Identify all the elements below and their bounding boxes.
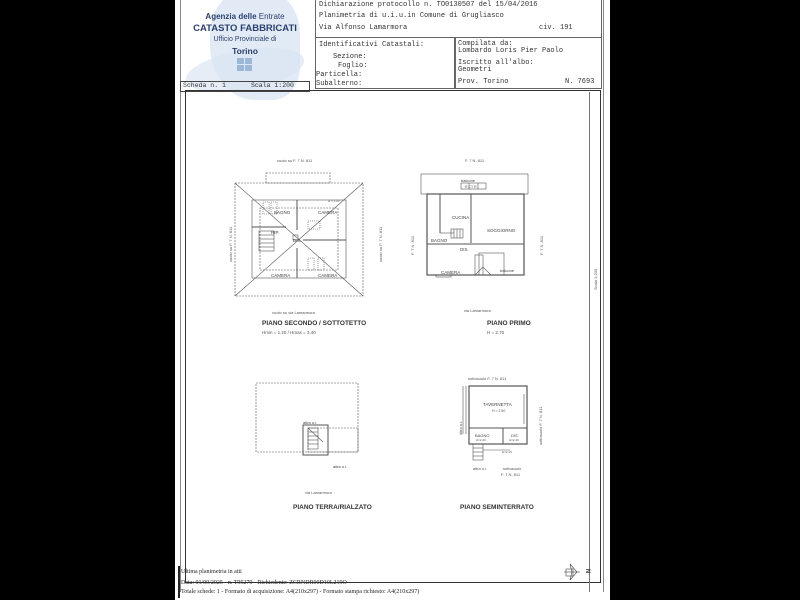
basement-bottom-right-label1: sottosuolo: [503, 466, 522, 471]
field-foglio: Foglio:: [338, 62, 368, 70]
basement-bottom-left-label: altra u.i.: [473, 466, 488, 471]
first-left-label: F. 7 N. 811: [410, 235, 415, 255]
basement-dis-height: H=2.40: [509, 438, 519, 442]
second-room-camera-sw: CAMERA: [271, 273, 291, 278]
first-room-soggiorno: SOGGIORNO: [487, 228, 516, 233]
second-height-note: H = 1.20: [328, 199, 340, 203]
second-left-label: vuoto su F. 7 N. 811: [228, 226, 233, 262]
field-sezione: Sezione:: [333, 53, 367, 61]
footer-left-bar: [178, 566, 180, 598]
compiler-box: [454, 37, 602, 89]
logo-city: Torino: [232, 46, 258, 56]
first-top-label: F. 7 N. 811: [465, 158, 485, 163]
footer-last-planimetry: Ultima planimetria in atti: [181, 569, 242, 575]
compiled-by-label: Compilata da:: [458, 40, 513, 48]
basement-bottom-right-label2: F. 7 N. 811: [501, 472, 521, 477]
right-scale-line: [589, 92, 590, 592]
second-top-label: vuoto su F. 7 N. 811: [277, 158, 313, 163]
first-room-bagno: BAGNO: [431, 238, 448, 243]
planimetry-text: Planimetria di u.i.u.in Comune di Grugliasco: [319, 12, 504, 20]
second-right-label: vuoto su F. 7 N. 811: [378, 226, 383, 262]
first-balcony-top: balcone: [461, 178, 476, 183]
logo-agency-name-rest: Entrate: [258, 12, 285, 21]
logo-agency-name: Agenzia delle: [205, 12, 257, 21]
ground-floor-title: PIANO TERRA/RIALZATO: [293, 504, 372, 511]
basement-room-tavernetta: TAVERNETTA: [483, 402, 512, 407]
second-bottom-label: vuoto su via Lamarmora: [272, 310, 315, 315]
registered-label: Iscritto all'albo:: [458, 59, 534, 67]
footer-request-info: Data: 01/09/2025 - n. T95279 - Richiedente: ZCRNDR00D10L219O: [181, 580, 347, 586]
basement-tavernetta-height: H = 2.50: [492, 409, 506, 413]
basement-right-label: sottosuolo F. 7 N. 811: [538, 406, 543, 445]
second-floor-title: PIANO SECONDO / SOTTOTETTO: [262, 320, 367, 327]
ct-label-r2: R: [474, 185, 477, 189]
basement-bagno-height: H=2.40: [476, 438, 486, 442]
second-room-bagno: BAGNO: [274, 210, 291, 215]
first-ct-labels: [465, 185, 477, 189]
identifiers-box: [315, 37, 456, 89]
north-label: N: [584, 568, 591, 574]
ground-floor-plan: [255, 382, 361, 456]
first-room-disimpegno: DIS.: [460, 247, 469, 252]
footer-format-info: Totale schede: 1 - Formato di acquisizione: A4(210x297) - Formato stampa richiesto: A4(210x297): [181, 589, 420, 595]
basement-room-disimpegno: DIS.: [511, 433, 519, 438]
logo-catasto: CATASTO FABBRICATI: [193, 23, 297, 34]
basement-floor-plan: [460, 384, 540, 464]
protocol-text: Dichiarazione protocollo n. TO0130507 del 15/04/2016: [319, 1, 538, 9]
ct-label-r1: R: [465, 185, 468, 189]
identifiers-title: Identificativi Catastali:: [319, 41, 425, 49]
registration-number: N. 7693: [565, 78, 595, 86]
second-floor-heights: Hmin = 1.20 / Hmax = 3.40: [262, 330, 316, 335]
first-floor-height: H = 2.70: [487, 330, 505, 335]
second-floor-plan: [233, 168, 365, 298]
cadastral-document-page: [175, 0, 610, 600]
second-room-ripostiglio: RIP.: [271, 230, 280, 235]
first-room-cucina: CUCINA: [452, 215, 470, 220]
sheet-number: Scheda n. 1: [183, 82, 226, 89]
basement-top-label: sottosuolo F. 7 N. 811: [468, 376, 507, 381]
first-floor-plan: [419, 173, 551, 298]
civic-number: civ. 191: [539, 24, 573, 32]
first-bottom-label: via Lamarmora: [464, 308, 491, 313]
second-room-camera-ne: CAMERA: [318, 210, 338, 215]
scale-value: Scala 1:200: [251, 82, 294, 89]
ground-other-unit-side: altra u.i.: [333, 464, 348, 469]
logo-office: Ufficio Provinciale di: [213, 36, 277, 43]
field-subalterno: Subalterno:: [316, 80, 363, 88]
ct-label-ct: CT: [468, 185, 474, 189]
side-scale-label: Scala 1:200: [593, 268, 598, 290]
second-room-camera-se: CAMERA: [318, 273, 338, 278]
first-room-camera: CAMERA: [441, 270, 461, 275]
compiled-by-name: Lombardo Loris Pier Paolo: [458, 47, 564, 55]
first-right-label: F. 7 N. 811: [539, 235, 544, 255]
second-room-disimpegno: DIS.: [293, 238, 302, 243]
basement-room-bagno: BAGNO: [475, 433, 490, 438]
basement-left-label: altra u.i.: [458, 420, 463, 435]
north-arrow-icon: [563, 561, 585, 583]
header-info-box: [315, 0, 602, 38]
province-text: Prov. Torino: [458, 78, 509, 86]
drawing-frame: [185, 90, 601, 583]
address-text: Via Alfonso Lamarmora: [319, 24, 408, 32]
ground-other-unit-main: altra u.i.: [303, 420, 318, 425]
ground-bottom-label: via Lamarmora: [305, 490, 332, 495]
registered-value: Geometri: [458, 66, 492, 74]
field-particella: Particella:: [316, 71, 363, 79]
basement-floor-title: PIANO SEMINTERRATO: [460, 504, 534, 511]
basement-stair-height: H=2.15: [502, 450, 512, 454]
first-balcony-bottom: balcone: [500, 268, 515, 273]
first-floor-title: PIANO PRIMO: [487, 320, 531, 327]
